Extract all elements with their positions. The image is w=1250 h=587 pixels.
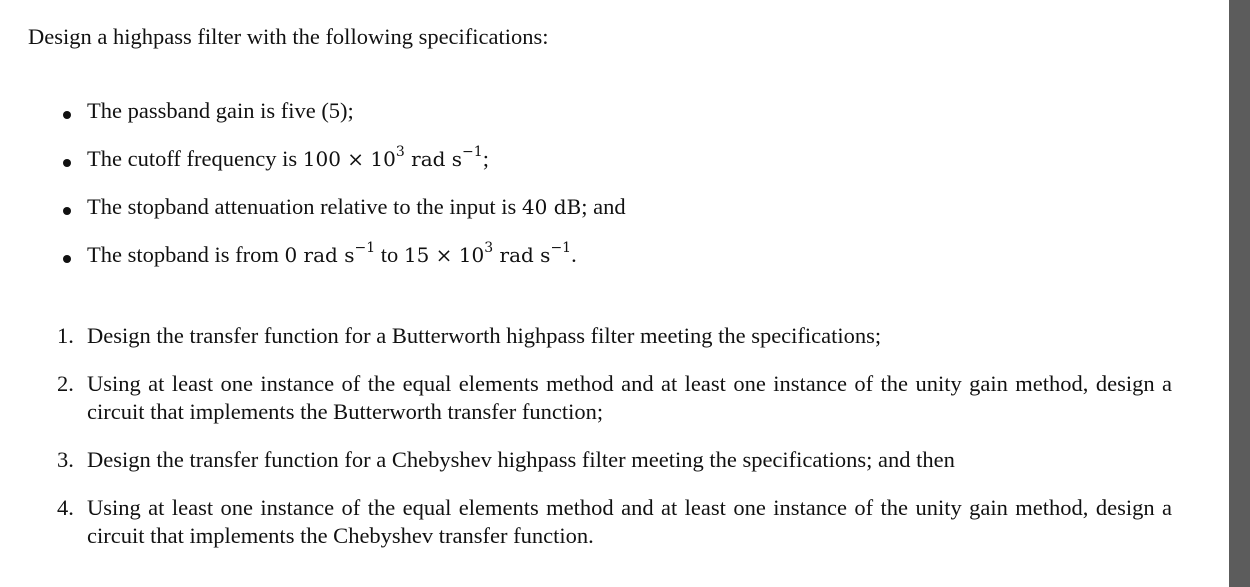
task-number: 3.	[57, 447, 74, 472]
task-number: 2.	[57, 371, 74, 396]
list-item	[57, 446, 1207, 474]
task-text: Design the transfer function for a Chebyshev highpass filter meeting the specifications; and then	[87, 447, 955, 472]
task-text: Using at least one instance of the equal elements method and at least one instance of the unity gain method, design a circuit that implements the Chebyshev transfer function.	[87, 495, 1172, 548]
bullet-icon	[63, 159, 71, 167]
tasks-list	[57, 322, 1207, 570]
bullet-icon	[63, 207, 71, 215]
bullet-text: The passband gain is five (5);	[87, 98, 354, 123]
list-item	[57, 146, 1207, 194]
task-text: Design the transfer function for a Butterworth highpass filter meeting the specifications;	[87, 323, 882, 348]
intro-text: Design a highpass filter with the following specifications:	[28, 24, 549, 49]
bullet-icon	[63, 255, 71, 263]
task-number: 4.	[57, 495, 74, 520]
list-item	[57, 370, 1207, 426]
bullet-text: The stopband is from 0 rad $s^{-1}$ to $15 \times 10^3$ rad $s^{-1}$.	[87, 240, 577, 267]
task-text: Using at least one instance of the equal elements method and at least one instance of the unity gain method, design a circuit that implements the Butterworth transfer function;	[87, 371, 1172, 424]
bullet-icon	[63, 111, 71, 119]
bullet-text: The stopband attenuation relative to the input is 40 dB; and	[87, 194, 626, 219]
list-item	[57, 322, 1207, 350]
list-item	[57, 242, 1207, 290]
window-edge-bar	[1229, 0, 1250, 587]
specifications-list	[57, 98, 1207, 290]
task-number: 1.	[57, 323, 74, 348]
list-item	[57, 494, 1207, 550]
list-item	[57, 98, 1207, 146]
bullet-text: The cutoff frequency is $100 \times 10^3$ rad $s^{-1}$;	[87, 144, 489, 171]
list-item	[57, 194, 1207, 242]
